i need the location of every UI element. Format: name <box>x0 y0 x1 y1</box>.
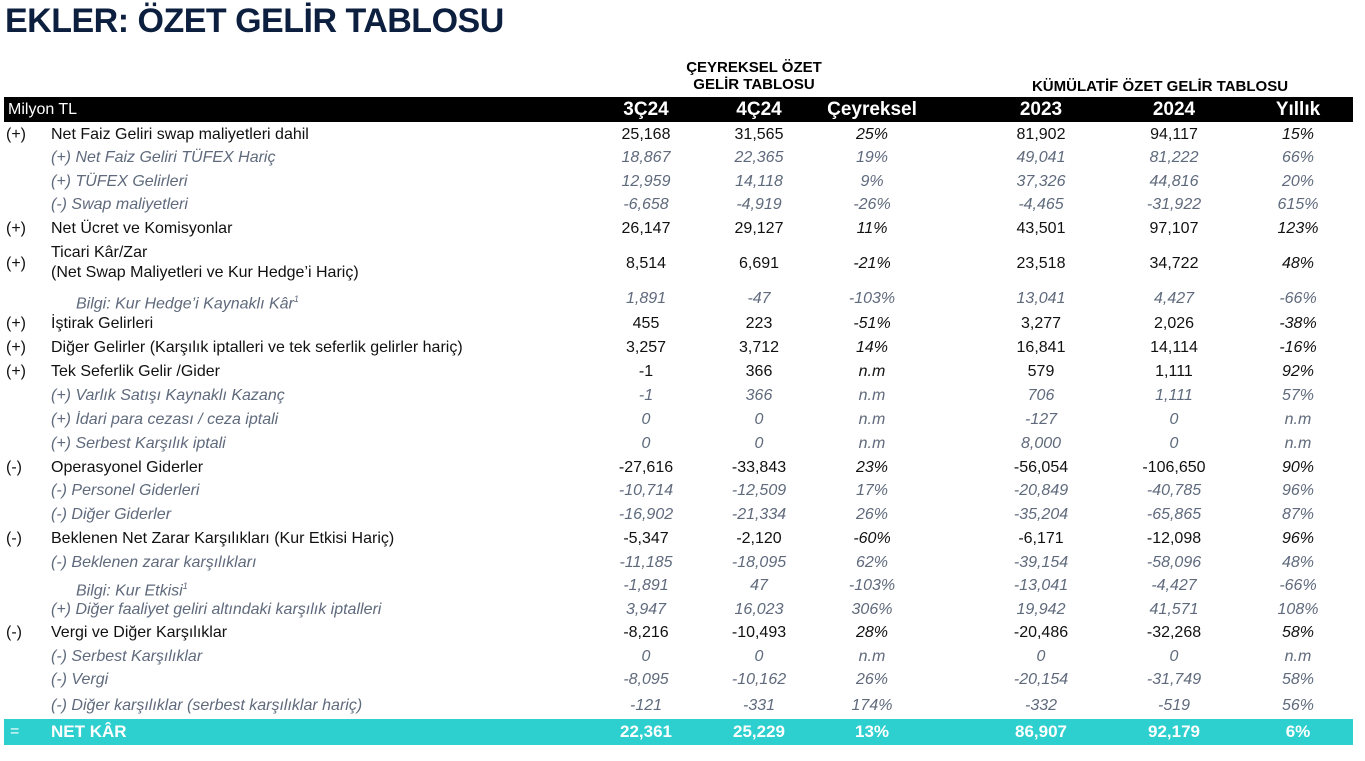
row-value: -106,650 <box>1142 459 1206 476</box>
row-value: n.m <box>858 435 886 452</box>
row-label-text: (+) Serbest Karşılık iptali <box>51 435 226 452</box>
row-value: 3,257 <box>625 339 667 356</box>
row-value: 48% <box>1281 255 1315 272</box>
row-value: 43,501 <box>1016 220 1066 237</box>
table-row <box>4 170 1353 193</box>
row-value: 0 <box>754 411 764 428</box>
row-value: 6,691 <box>738 255 780 272</box>
row-value: 66% <box>1281 149 1315 166</box>
row-value: 615% <box>1277 196 1319 213</box>
row-value: -26% <box>853 196 891 213</box>
row-label <box>51 312 153 336</box>
row-value: -121 <box>629 697 663 714</box>
row-value: 0 <box>754 435 764 452</box>
row-value: -103% <box>848 577 896 594</box>
row-value: 14,114 <box>1150 339 1198 356</box>
table-row <box>4 503 1353 527</box>
row-value: 28% <box>855 624 889 641</box>
row-value: -20,486 <box>1013 624 1069 641</box>
total-value: 13% <box>854 722 890 741</box>
row-value: -60% <box>853 530 891 547</box>
row-value: -38% <box>1279 315 1317 332</box>
row-value: -58,096 <box>1146 554 1202 571</box>
row-value: -40,785 <box>1146 482 1202 499</box>
row-value: 31,565 <box>734 126 784 143</box>
row-value: 26% <box>855 506 889 523</box>
row-value: 49,041 <box>1016 149 1066 166</box>
row-label <box>51 217 232 241</box>
row-value: n.m <box>858 648 886 665</box>
row-value: 20% <box>1281 173 1315 190</box>
row-value: 12,959 <box>621 173 671 190</box>
row-value: -1 <box>638 387 654 404</box>
row-label <box>51 146 275 169</box>
row-value: -8,095 <box>623 671 669 688</box>
row-value: 19% <box>855 149 889 166</box>
row-label <box>51 432 226 456</box>
total-sign: = <box>10 723 20 740</box>
row-value: 9% <box>860 173 884 190</box>
row-label <box>51 527 394 551</box>
unit-label: Milyon TL <box>8 101 78 118</box>
row-label-text: (+) İdari para cezası / ceza iptali <box>51 411 279 428</box>
row-label-text: Bilgi: Kur Hedge’i Kaynaklı Kâr <box>76 295 294 313</box>
row-label-text: (-) Vergi <box>51 671 109 688</box>
row-label <box>51 479 199 503</box>
row-value: 96% <box>1281 482 1315 499</box>
row-sign: (+) <box>6 126 26 143</box>
table-row <box>4 479 1353 503</box>
table-row <box>4 574 1353 598</box>
row-value: 4,427 <box>1153 290 1195 307</box>
row-value: 0 <box>1169 648 1179 665</box>
table-row <box>4 312 1353 336</box>
row-label-text: Net Faiz Geliri swap maliyetleri dahil <box>51 126 309 143</box>
col-header-annual-change: Yıllık <box>1275 99 1321 120</box>
table-row <box>4 621 1353 645</box>
row-value: -66% <box>1279 290 1317 307</box>
row-label-text: İştirak Gelirleri <box>51 315 154 332</box>
row-value: n.m <box>858 411 886 428</box>
row-value: -2,120 <box>736 530 782 547</box>
total-label: NET KÂR <box>51 722 127 741</box>
row-sign: (-) <box>6 624 22 641</box>
row-value: 37,326 <box>1016 173 1066 190</box>
row-value: 58% <box>1281 624 1315 641</box>
row-sign: (+) <box>6 255 26 272</box>
row-value: 0 <box>1169 435 1179 452</box>
row-value: 97,107 <box>1149 220 1199 237</box>
row-value: 3,947 <box>625 601 667 618</box>
row-value: -4,427 <box>1151 577 1197 594</box>
row-value: 0 <box>641 648 651 665</box>
row-value: -65,865 <box>1146 506 1202 523</box>
row-value: 366 <box>745 363 773 380</box>
row-value: 48% <box>1281 554 1315 571</box>
table-row <box>4 217 1353 241</box>
table-row <box>4 360 1353 384</box>
cumulative-group-title: KÜMÜLATİF ÖZET GELİR TABLOSU <box>1031 78 1289 95</box>
row-value: -12,509 <box>731 482 787 499</box>
row-value: 0 <box>1036 648 1046 665</box>
row-value: -56,054 <box>1013 459 1069 476</box>
row-label-text: (-) Diğer Giderler <box>51 506 172 523</box>
row-value: -66% <box>1279 577 1317 594</box>
row-label-text: Net Ücret ve Komisyonlar <box>51 220 233 237</box>
row-value: -21,334 <box>731 506 787 523</box>
row-value: -20,849 <box>1013 482 1069 499</box>
row-value: -332 <box>1024 697 1058 714</box>
row-value: 15% <box>1281 126 1315 143</box>
total-value: 92,179 <box>1148 722 1200 741</box>
table-row <box>4 456 1353 480</box>
row-value: -31,922 <box>1146 196 1202 213</box>
row-value: 8,000 <box>1020 435 1062 452</box>
col-header-quarterly-change: Çeyreksel <box>827 99 917 120</box>
row-label <box>51 668 108 692</box>
row-label-text: Vergi ve Diğer Karşılıklar <box>51 624 228 641</box>
row-value: -33,843 <box>731 459 787 476</box>
row-value: 11% <box>856 220 888 237</box>
row-value: -16% <box>1279 339 1317 356</box>
row-value: n.m <box>1284 411 1312 428</box>
row-label-text: (-) Diğer karşılıklar (serbest karşılıklar hariç) <box>51 697 363 714</box>
row-label <box>51 598 381 622</box>
row-value: 62% <box>855 554 889 571</box>
row-label-text: (+) Net Faiz Geliri TÜFEX Hariç <box>51 149 276 166</box>
col-header-3q24: 3Ç24 <box>623 99 669 120</box>
row-label-text: Tek Seferlik Gelir /Gider <box>51 363 220 380</box>
row-value: n.m <box>1284 648 1312 665</box>
net-profit-row <box>4 719 1353 745</box>
row-value: 14% <box>855 339 889 356</box>
row-value: -20,154 <box>1013 671 1069 688</box>
row-value: 41,571 <box>1149 601 1199 618</box>
table-row <box>4 242 1353 286</box>
row-value: 455 <box>632 315 660 332</box>
row-value: -27,616 <box>618 459 674 476</box>
row-label <box>51 123 309 146</box>
row-label-text: (-) Personel Giderleri <box>51 482 200 499</box>
row-label-text: (-) Beklenen zarar karşılıkları <box>51 554 257 571</box>
row-value: 92% <box>1281 363 1315 380</box>
row-sign: (+) <box>6 220 26 237</box>
row-value: 58% <box>1281 671 1315 688</box>
row-label-text: Operasyonel Giderler <box>51 459 204 476</box>
footnote-marker: 1 <box>182 581 188 591</box>
row-value: 22,365 <box>734 149 784 166</box>
row-value: -6,171 <box>1018 530 1064 547</box>
row-sign: (+) <box>6 339 26 356</box>
col-header-2024: 2024 <box>1152 99 1196 120</box>
row-value: 0 <box>641 435 651 452</box>
row-value: 13,041 <box>1016 290 1066 307</box>
row-value: -31,749 <box>1146 671 1202 688</box>
row-value: 1,891 <box>625 290 667 307</box>
row-value: 19,942 <box>1016 601 1066 618</box>
row-value: 47 <box>750 577 768 594</box>
row-value: -10,162 <box>731 671 787 688</box>
row-value: n.m <box>858 363 886 380</box>
table-row <box>4 694 1353 717</box>
footnote-marker: 1 <box>293 294 299 304</box>
row-label-line2: (Net Swap Maliyetleri ve Kur Hedge’i Hariç) <box>51 264 359 281</box>
row-value: -4,919 <box>736 196 782 213</box>
row-value: -103% <box>848 290 896 307</box>
row-label <box>51 408 278 432</box>
row-value: -519 <box>1157 697 1191 714</box>
row-value: 18,867 <box>621 149 671 166</box>
row-value: 94,117 <box>1150 126 1198 143</box>
row-value: 81,222 <box>1149 149 1199 166</box>
page-title: EKLER: ÖZET GELİR TABLOSU <box>5 2 504 40</box>
row-value: 0 <box>1169 411 1179 428</box>
table-row <box>4 408 1353 432</box>
row-label <box>51 336 463 360</box>
row-value: 108% <box>1277 601 1319 618</box>
row-label <box>51 193 188 216</box>
row-label <box>51 360 220 384</box>
row-value: 34,722 <box>1149 255 1199 272</box>
row-value: 2,026 <box>1153 315 1195 332</box>
row-value: 81,902 <box>1016 126 1066 143</box>
row-value: 25% <box>855 126 889 143</box>
row-label-text: (+) TÜFEX Gelirleri <box>51 173 188 190</box>
row-value: -11,185 <box>619 554 673 571</box>
table-row <box>4 668 1353 692</box>
row-value: -8,216 <box>623 624 669 641</box>
row-value: 29,127 <box>734 220 784 237</box>
row-value: 3,712 <box>738 339 780 356</box>
table-row <box>4 645 1353 669</box>
row-label-text: Bilgi: Kur Etkisi <box>76 582 183 600</box>
total-value: 25,229 <box>733 722 785 741</box>
row-label <box>51 694 362 717</box>
table-row <box>4 146 1353 169</box>
row-value: -39,154 <box>1013 554 1069 571</box>
row-value: -331 <box>742 697 776 714</box>
table-row <box>4 432 1353 456</box>
row-value: 56% <box>1281 697 1315 714</box>
row-value: 25,168 <box>621 126 671 143</box>
row-sign: (-) <box>6 459 22 476</box>
row-sign: (-) <box>6 530 22 547</box>
quarterly-group-title: ÇEYREKSEL ÖZET GELİR TABLOSU <box>686 59 822 93</box>
table-row <box>4 193 1353 216</box>
row-value: 174% <box>851 697 893 714</box>
row-value: -10,714 <box>618 482 674 499</box>
col-header-4q24: 4Ç24 <box>736 99 782 120</box>
row-sign: (+) <box>6 363 26 380</box>
row-value: 14,118 <box>735 173 783 190</box>
table-row <box>4 287 1353 311</box>
row-label <box>51 551 256 575</box>
row-value: 3,277 <box>1020 315 1062 332</box>
row-value: -127 <box>1024 411 1058 428</box>
row-value: 26% <box>855 671 889 688</box>
row-label-text: (+) Varlık Satışı Kaynaklı Kazanç <box>51 387 285 404</box>
table-row <box>4 527 1353 551</box>
row-value: 44,816 <box>1149 173 1199 190</box>
row-value: 17% <box>855 482 889 499</box>
table-header <box>4 97 1353 122</box>
row-value: 26,147 <box>621 220 671 237</box>
row-value: -13,041 <box>1013 577 1069 594</box>
row-value: 96% <box>1281 530 1315 547</box>
row-value: 16,841 <box>1016 339 1066 356</box>
row-value: -32,268 <box>1146 624 1202 641</box>
row-label-text: Diğer Gelirler (Karşılık iptalleri ve tek seferlik gelirler hariç) <box>51 339 463 356</box>
row-label-text: Beklenen Net Zarar Karşılıkları (Kur Etkisi Hariç) <box>51 530 395 547</box>
row-value: 706 <box>1027 387 1055 404</box>
row-value: -35,204 <box>1013 506 1069 523</box>
row-label <box>51 384 285 408</box>
row-value: 0 <box>754 648 764 665</box>
row-value: -51% <box>853 315 891 332</box>
row-value: 0 <box>641 411 651 428</box>
row-value: -21% <box>853 255 891 272</box>
row-label-text: (-) Serbest Karşılıklar <box>51 648 203 665</box>
row-value: 1,111 <box>1155 363 1193 380</box>
row-value: -5,347 <box>623 530 669 547</box>
table-row <box>4 336 1353 360</box>
total-value: 22,361 <box>620 722 672 741</box>
row-value: -1 <box>638 363 654 380</box>
row-value: 366 <box>745 387 773 404</box>
row-value: -16,902 <box>618 506 674 523</box>
row-sign: (+) <box>6 315 26 332</box>
row-value: n.m <box>858 387 886 404</box>
row-label: Ticari Kâr/Zar <box>51 244 148 261</box>
total-value: 6% <box>1285 722 1311 741</box>
table-row <box>4 598 1353 622</box>
row-value: 90% <box>1281 459 1315 476</box>
row-value: -1,891 <box>623 577 669 594</box>
row-label <box>51 645 202 669</box>
row-value: 579 <box>1027 363 1055 380</box>
row-label <box>51 170 187 193</box>
row-value: -47 <box>747 290 771 307</box>
row-value: 1,111 <box>1155 387 1193 404</box>
row-label-text: (-) Swap maliyetleri <box>51 196 188 213</box>
row-value: 87% <box>1281 506 1315 523</box>
row-label-text: (+) Diğer faaliyet geliri altındaki karşılık iptalleri <box>51 601 382 618</box>
row-value: -12,098 <box>1146 530 1202 547</box>
row-value: n.m <box>1284 435 1312 452</box>
row-value: 223 <box>745 315 773 332</box>
row-value: 23,518 <box>1016 255 1066 272</box>
row-value: 57% <box>1281 387 1315 404</box>
row-value: 16,023 <box>734 601 784 618</box>
row-value: -18,095 <box>731 554 787 571</box>
row-value: 8,514 <box>625 255 667 272</box>
row-value: -10,493 <box>731 624 787 641</box>
row-value: 123% <box>1277 220 1319 237</box>
col-header-2023: 2023 <box>1019 99 1063 120</box>
table-row <box>4 551 1353 575</box>
row-value: 306% <box>851 601 893 618</box>
row-label <box>51 503 171 527</box>
table-row <box>4 384 1353 408</box>
table-row <box>4 123 1353 146</box>
row-label <box>51 621 227 645</box>
row-value: -6,658 <box>623 196 669 213</box>
row-label <box>51 456 203 480</box>
row-value: -4,465 <box>1018 196 1064 213</box>
total-value: 86,907 <box>1015 722 1067 741</box>
row-value: 23% <box>855 459 889 476</box>
